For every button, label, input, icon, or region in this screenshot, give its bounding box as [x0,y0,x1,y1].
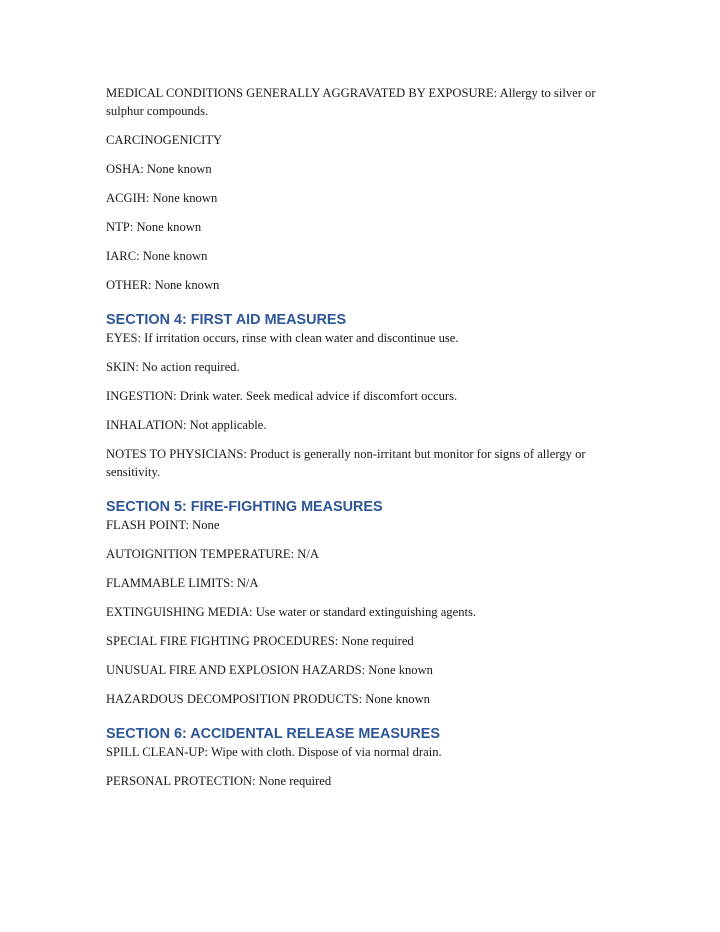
paragraph: FLAMMABLE LIMITS: N/A [106,576,259,590]
section-heading: SECTION 4: FIRST AID MEASURES [106,312,347,328]
paragraph: AUTOIGNITION TEMPERATURE: N/A [106,547,319,561]
paragraph: SPECIAL FIRE FIGHTING PROCEDURES: None required [106,634,414,648]
section-fire-fighting [106,498,626,708]
intro-block [106,84,626,294]
paragraph: INHALATION: Not applicable. [106,418,267,432]
carcinogenicity-label: CARCINOGENICITY [106,133,223,147]
paragraph: FLASH POINT: None [106,518,220,532]
paragraph: INGESTION: Drink water. Seek medical advice if discomfort occurs. [106,389,458,403]
document-page [106,84,626,801]
other-text: OTHER: None known [106,278,220,292]
paragraph: SKIN: No action required. [106,360,240,374]
iarc-text: IARC: None known [106,249,208,263]
paragraph: EXTINGUISHING MEDIA: Use water or standard extinguishing agents. [106,605,477,619]
section-heading: SECTION 6: ACCIDENTAL RELEASE MEASURES [106,726,440,742]
paragraph: EYES: If irritation occurs, rinse with clean water and discontinue use. [106,331,459,345]
acgih-text: ACGIH: None known [106,191,218,205]
paragraph: PERSONAL PROTECTION: None required [106,774,332,788]
paragraph: SPILL CLEAN-UP: Wipe with cloth. Dispose of via normal drain. [106,745,442,759]
paragraph: UNUSUAL FIRE AND EXPLOSION HAZARDS: None known [106,663,433,677]
section-first-aid [106,311,626,481]
medical-conditions-text: MEDICAL CONDITIONS GENERALLY AGGRAVATED BY EXPOSURE: Allergy to silver or sulphur compounds. [106,86,596,118]
paragraph: NOTES TO PHYSICIANS: Product is generally non-irritant but monitor for signs of allergy or sensitivity. [106,447,586,479]
section-accidental-release [106,725,626,790]
paragraph: HAZARDOUS DECOMPOSITION PRODUCTS: None known [106,692,430,706]
ntp-text: NTP: None known [106,220,202,234]
osha-text: OSHA: None known [106,162,212,176]
section-heading: SECTION 5: FIRE-FIGHTING MEASURES [106,499,383,515]
